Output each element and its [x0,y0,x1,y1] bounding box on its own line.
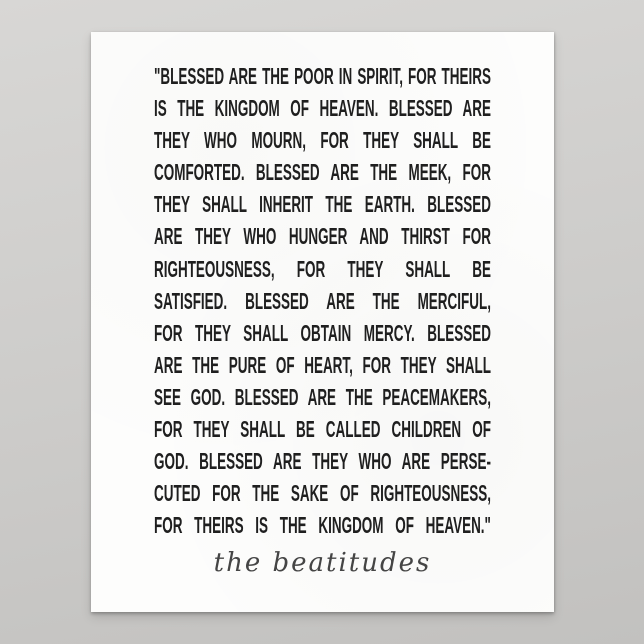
quote-line: FOR THEY SHALL BE CALLED CHILDREN OF [154,416,491,443]
quote-line: COMFORTED. BLESSED ARE THE MEEK, FOR [154,159,491,186]
quote-text-block [154,60,491,541]
quote-line: SEE GOD. BLESSED ARE THE PEACEMAKERS, [154,383,491,410]
quote-line: ARE THE PURE OF HEART, FOR THEY SHALL [154,351,491,378]
quote-line: FOR THEIRS IS THE KINGDOM OF HEAVEN." [154,512,491,539]
quote-line: RIGHTEOUSNESS, FOR THEY SHALL BE [154,255,491,282]
signature-text: the beatitudes [213,548,432,578]
quote-line: SATISFIED. BLESSED ARE THE MERCIFUL, [154,287,491,314]
quote-line: CUTED FOR THE SAKE OF RIGHTEOUSNESS, [154,480,491,507]
quote-line: FOR THEY SHALL OBTAIN MERCY. BLESSED [154,319,491,346]
beatitudes-poster [91,32,554,612]
quote-line: IS THE KINGDOM OF HEAVEN. BLESSED ARE [154,95,491,122]
quote-line: ARE THEY WHO HUNGER AND THIRST FOR [154,223,491,250]
quote-line: THEY SHALL INHERIT THE EARTH. BLESSED [154,191,491,218]
quote-line: "BLESSED ARE THE POOR IN SPIRIT, FOR THEIRS [154,63,491,89]
quote-line: GOD. BLESSED ARE THEY WHO ARE PERSE- [154,448,491,475]
quote-line: THEY WHO MOURN, FOR THEY SHALL BE [154,127,491,154]
